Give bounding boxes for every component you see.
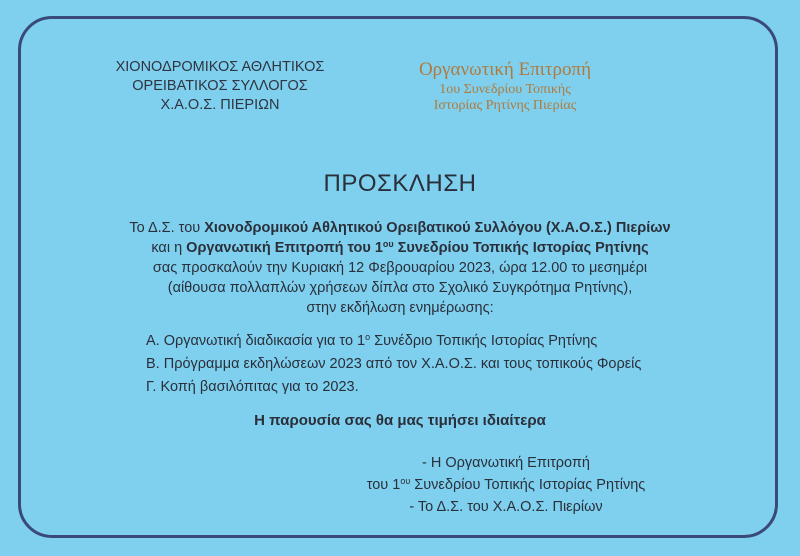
signature-line-3: - Το Δ.Σ. του Χ.Α.Ο.Σ. Πιερίων: [409, 499, 603, 515]
signature-block: [326, 452, 686, 518]
closing-honor-line: Η παρουσία σας θα μας τιμήσει ιδιαίτερα: [254, 412, 546, 429]
intro-line-2-pre: και η: [151, 240, 187, 256]
committee-line-3: Ιστορίας Ρητίνης Πιερίας: [433, 98, 577, 113]
signature-line-2-sup: ου: [400, 476, 411, 486]
agenda-item-c: Γ. Κοπή βασιλόπιτας για το 2023.: [146, 379, 359, 395]
invitation-heading: ΠΡΟΣΚΛΗΣΗ: [323, 170, 477, 197]
club-name-line-1: ΧΙΟΝΟΔΡΟΜΙΚΟΣ ΑΘΛΗΤΙΚΟΣ: [115, 59, 325, 75]
intro-line-2-sup: ου: [382, 239, 394, 249]
club-name-line-2: ΟΡΕΙΒΑΤΙΚΟΣ ΣΥΛΛΟΓΟΣ: [132, 78, 308, 94]
agenda-item-a-sup: ο: [365, 332, 371, 342]
committee-line-2: 1ου Συνεδρίου Τοπικής: [439, 82, 571, 97]
intro-line-1-pre: Το Δ.Σ. του: [129, 220, 205, 236]
committee-title: Οργανωτική Επιτροπή: [418, 59, 592, 80]
intro-line-1: [0, 218, 800, 238]
invitation-intro: [0, 218, 800, 318]
signature-line-2: [326, 474, 686, 496]
agenda-item-b: Β. Πρόγραμμα εκδηλώσεων 2023 από τον Χ.Α.Ο.Σ. και τους τοπικούς Φορείς: [146, 356, 642, 372]
signature-line-2-post: Συνεδρίου Τοπικής Ιστορίας Ρητίνης: [410, 477, 646, 493]
intro-line-5: στην εκδήλωση ενημέρωσης:: [306, 300, 494, 316]
agenda-item-a-pre: Α. Οργανωτική διαδικασία για το 1: [146, 333, 366, 349]
intro-line-2-bold-b: Συνεδρίου Τοπικής Ιστορίας Ρητίνης: [393, 240, 649, 256]
intro-line-2: [0, 238, 800, 258]
intro-line-1-bold: Χιονοδρομικού Αθλητικού Ορειβατικού Συλλόγου (Χ.Α.Ο.Σ.) Πιερίων: [204, 220, 671, 236]
club-name-block: [90, 58, 350, 115]
signature-line-2-pre: του 1: [366, 477, 401, 493]
agenda-item-a: [146, 330, 641, 353]
intro-line-4: (αίθουσα πολλαπλών χρήσεων δίπλα στο Σχολικό Συγκρότημα Ρητίνης),: [167, 280, 633, 296]
agenda-item-a-post: Συνέδριο Τοπικής Ιστορίας Ρητίνης: [370, 333, 598, 349]
committee-block: [370, 58, 640, 114]
intro-line-2-bold-a: Οργανωτική Επιτροπή του 1: [186, 240, 383, 256]
intro-line-3: σας προσκαλούν την Κυριακή 12 Φεβρουαρίου 2023, ώρα 12.00 το μεσημέρι: [152, 260, 648, 276]
club-name-line-3: Χ.Α.Ο.Σ. ΠΙΕΡΙΩΝ: [160, 97, 280, 113]
agenda-list: [146, 330, 641, 399]
signature-line-1: - Η Οργανωτική Επιτροπή: [422, 455, 590, 471]
